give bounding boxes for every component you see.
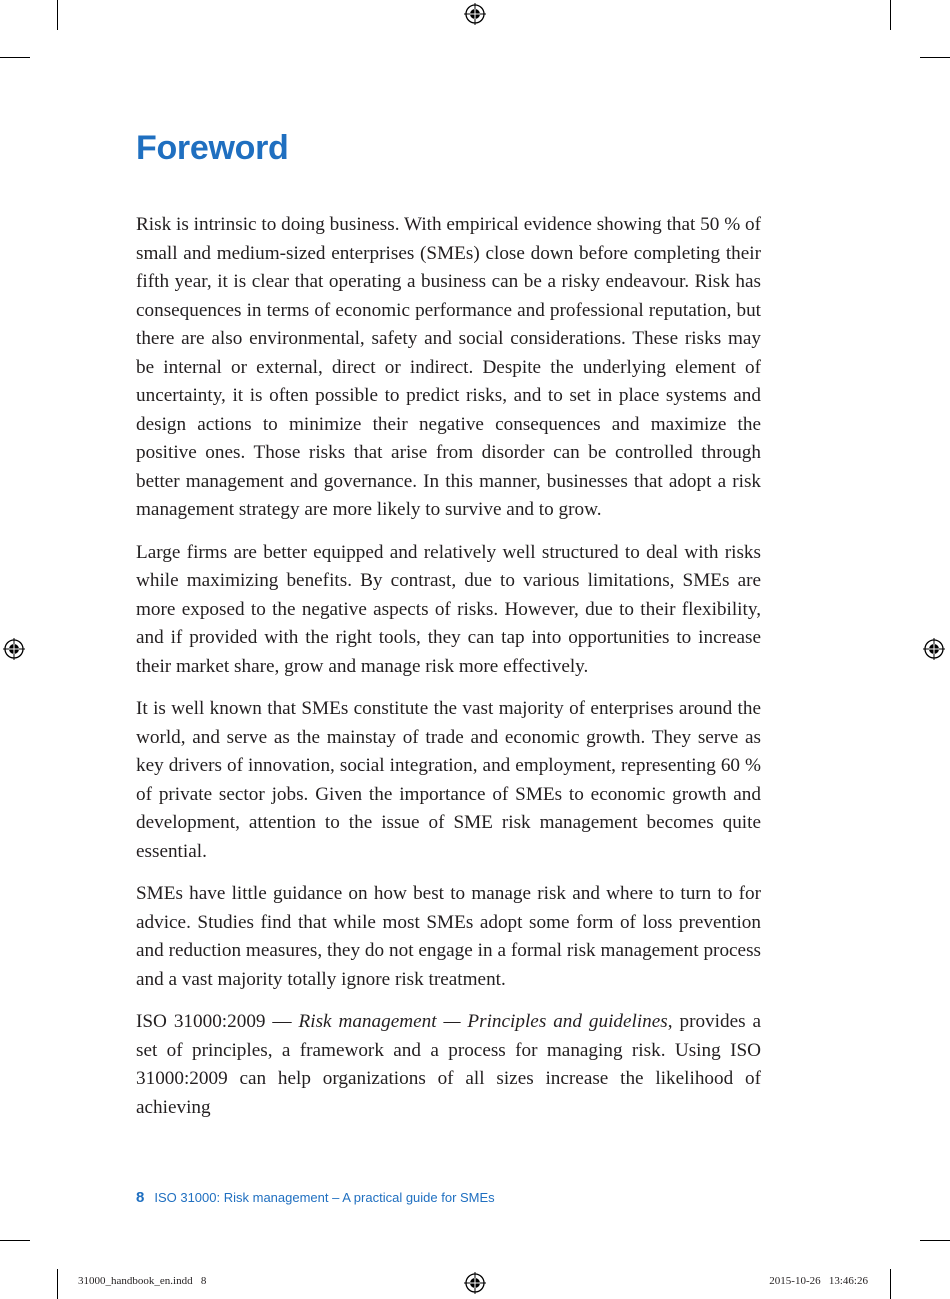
page-footer [136, 1188, 495, 1208]
paragraph: It is well known that SMEs constitute the vast majority of enterprises around the world, and serve as the mainstay of trade and economic growth. They serve as key drivers of innovation, social integration, and employment, representing 60 % of private sector jobs. Given the importance of SMEs to economic growth and development, attention to the issue of SME risk management becomes quite essential. [136, 698, 761, 862]
page-number: 8 [136, 1189, 145, 1206]
paragraph: Risk is intrinsic to doing business. With empirical evidence showing that 50 % of small and medium-sized enterprises (SMEs) close down before completing their fifth year, it is clear that operating a business can be a risky endeavour. Risk has consequences in terms of economic performance and professional reputation, but there are also environmental, safety and social considerations. These risks may be internal or external, direct or indirect. Despite the underlying element of uncertainty, it is often possible to predict risks, and to set in place systems and design actions to minimize their negative consequences and maximize the positive ones. Those risks that arise from disorder can be controlled through better management and governance. In this manner, businesses that adopt a risk management strategy are more likely to survive and to grow. [136, 214, 761, 520]
crop-mark-bottom-right-h [920, 1240, 950, 1241]
paragraph: SMEs have little guidance on how best to manage risk and where to turn to for advice. Studies find that while most SMEs adopt some form of loss prevention and reduction measures, they do not engage in a formal risk management process and a vast majority totally ignore risk treatment. [136, 883, 761, 990]
standard-title: Risk management — Principles and guidelines [298, 1011, 668, 1032]
crop-mark-bottom-right [890, 1269, 891, 1299]
registration-mark-icon [464, 3, 486, 25]
crop-mark-bottom-left-h [0, 1240, 30, 1241]
crop-mark-top-right-h [920, 57, 950, 58]
iso-reference-rest: , provides a set of principles, a framework and a process for managing risk. Using ISO 31000:2009 can help organizations of all sizes increase the likelihood of achieving [136, 1011, 761, 1118]
crop-mark-top-left-h [0, 57, 30, 58]
body-text [136, 211, 761, 1122]
iso-reference-lead: ISO 31000:2009 — [136, 1011, 299, 1032]
slug-timestamp: 2015-10-26 13:46:26 [769, 1275, 868, 1287]
page-title: Foreword [136, 129, 289, 167]
paragraph-iso-reference [136, 1008, 761, 1122]
paragraph: Large firms are better equipped and relatively well structured to deal with risks while maximizing benefits. By contrast, due to various limitations, SMEs are more exposed to the negative aspects of risks. However, due to their flexibility, and if provided with the right tools, they can tap into opportunities to increase their market share, grow and manage risk more effectively. [136, 541, 761, 677]
running-title: ISO 31000: Risk management – A practical guide for SMEs [154, 1190, 495, 1205]
crop-mark-bottom-left [57, 1269, 58, 1299]
registration-mark-icon [3, 638, 25, 660]
crop-mark-top-left [57, 0, 58, 30]
registration-mark-icon [923, 638, 945, 660]
slug-filename: 31000_handbook_en.indd 8 [78, 1275, 207, 1287]
crop-mark-top-right [890, 0, 891, 30]
registration-mark-icon [464, 1272, 486, 1294]
